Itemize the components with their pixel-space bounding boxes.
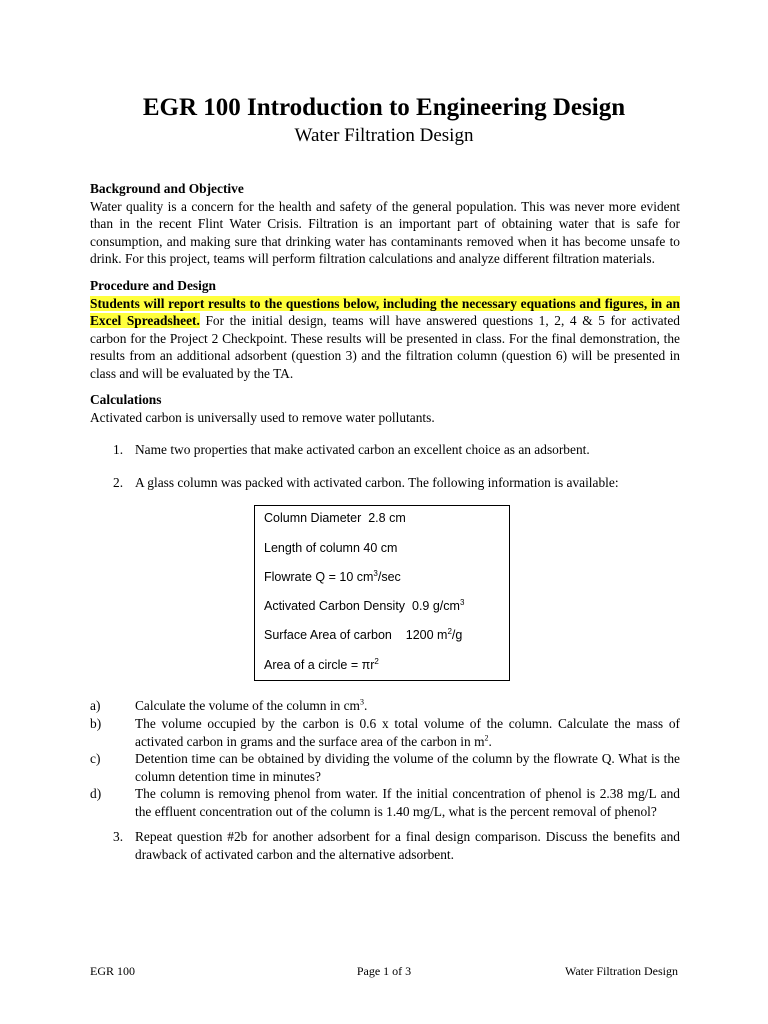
question-number: 1. [113, 442, 124, 457]
highlighted-instruction: Students will report results to the questions below, including the necessary equations and figures, in an Excel Spreadsheet. [90, 295, 680, 329]
surface-area-row [264, 628, 462, 642]
question-text: Name two properties that make activated carbon an excellent choice as an adsorbent. [135, 442, 590, 457]
column-diameter-row [264, 511, 406, 525]
question-number: 3. [113, 829, 124, 844]
question-number: 2. [113, 475, 124, 490]
given-data-box [254, 505, 510, 681]
subquestion-label: d) [90, 786, 102, 801]
background-heading: Background and Objective [90, 181, 244, 196]
subquestion-d [0, 785, 768, 821]
circle-area-formula: Area of a circle = πr [264, 658, 375, 672]
question-text: A glass column was packed with activated carbon. The following information is available: [135, 475, 619, 490]
procedure-text: For the initial design, teams will have answered questions 1, 2, 4 & 5 for activated carbon for the Project 2 Checkpoint. These results will be presented in class. For the final demonstration, the results from an additional adsorbent (question 3) and the filtration column (question 6) will be presented in class and will be evaluated by the TA. [90, 313, 680, 381]
column-diameter-label: Column Diameter [264, 511, 362, 525]
surface-area-unit: /g [451, 628, 463, 642]
column-diameter-value: 2.8 cm [368, 511, 406, 525]
procedure-section [90, 277, 680, 383]
surface-area-exponent: 2 [447, 626, 452, 636]
page-subtitle: Water Filtration Design [294, 125, 474, 146]
footer-right: Water Filtration Design [564, 964, 678, 978]
footer-left: EGR 100 [90, 964, 135, 978]
subquestion-c [0, 750, 768, 786]
subquestion-text: Calculate the volume of the column in $cm^3$. [135, 697, 368, 713]
circle-area-row [264, 658, 379, 672]
surface-area-label: Surface Area of carbon [264, 628, 392, 642]
procedure-paragraph [90, 295, 680, 383]
column-length-label: Length of column [264, 541, 360, 555]
calculations-section [90, 391, 680, 426]
subquestion-text: The column is removing phenol from water. If the initial concentration of phenol is 2.38 mg/L and the effluent concentration out of the column is 1.40 mg/L, what is the percent removal of phenol? [135, 786, 680, 819]
column-length-value: 40 cm [363, 541, 398, 555]
question-text: Repeat question #2b for another adsorbent for a final design comparison. Discuss the benefits and drawback of activated carbon and the alternative adsorbent. [135, 829, 680, 862]
carbon-density-exponent: 3 [459, 597, 465, 607]
column-length-row [264, 541, 397, 555]
page-title: EGR 100 Introduction to Engineering Design [142, 94, 626, 121]
subquestion-text: The volume occupied by the carbon is 0.6 x total volume of the column. Calculate the mass of activated carbon in grams and the surface area of the carbon in $m^2$. [135, 716, 680, 749]
procedure-heading: Procedure and Design [90, 278, 216, 293]
carbon-density-value: 0.9 g/cm [412, 599, 460, 613]
background-section [90, 180, 680, 268]
carbon-density-row [264, 599, 464, 613]
background-text: Water quality is a concern for the health and safety of the general population. This was never more evident than in the recent Flint Water Crisis. Filtration is an important part of obtaining water that is safe for consumption, and making sure that drinking water has contaminants removed when it has become unsafe to drink. For this project, teams will perform filtration calculations and analyze different filtration materials. [90, 198, 680, 267]
subquestion-label: a) [90, 698, 101, 713]
footer-page-number: Page 1 of 3 [356, 964, 412, 978]
carbon-density-label: Activated Carbon Density [264, 599, 406, 613]
subquestion-label: c) [90, 751, 101, 766]
subquestion-a [0, 697, 768, 715]
surface-area-value: 1200 m [405, 628, 448, 642]
subquestion-b [0, 715, 768, 751]
calculations-intro: Activated carbon is universally used to remove water pollutants. [90, 409, 435, 425]
flowrate-exponent: 3 [373, 568, 378, 578]
subquestion-text: Detention time can be obtained by dividing the volume of the column by the flowrate Q. What is the column detention time in minutes? [135, 751, 680, 784]
subquestion-label: b) [90, 716, 102, 731]
flowrate-row [264, 570, 401, 584]
flowrate-label: Flowrate Q = 10 cm [264, 570, 374, 584]
calculations-heading: Calculations [90, 392, 162, 407]
flowrate-unit: /sec [377, 570, 401, 584]
circle-area-exponent: 2 [374, 656, 379, 666]
